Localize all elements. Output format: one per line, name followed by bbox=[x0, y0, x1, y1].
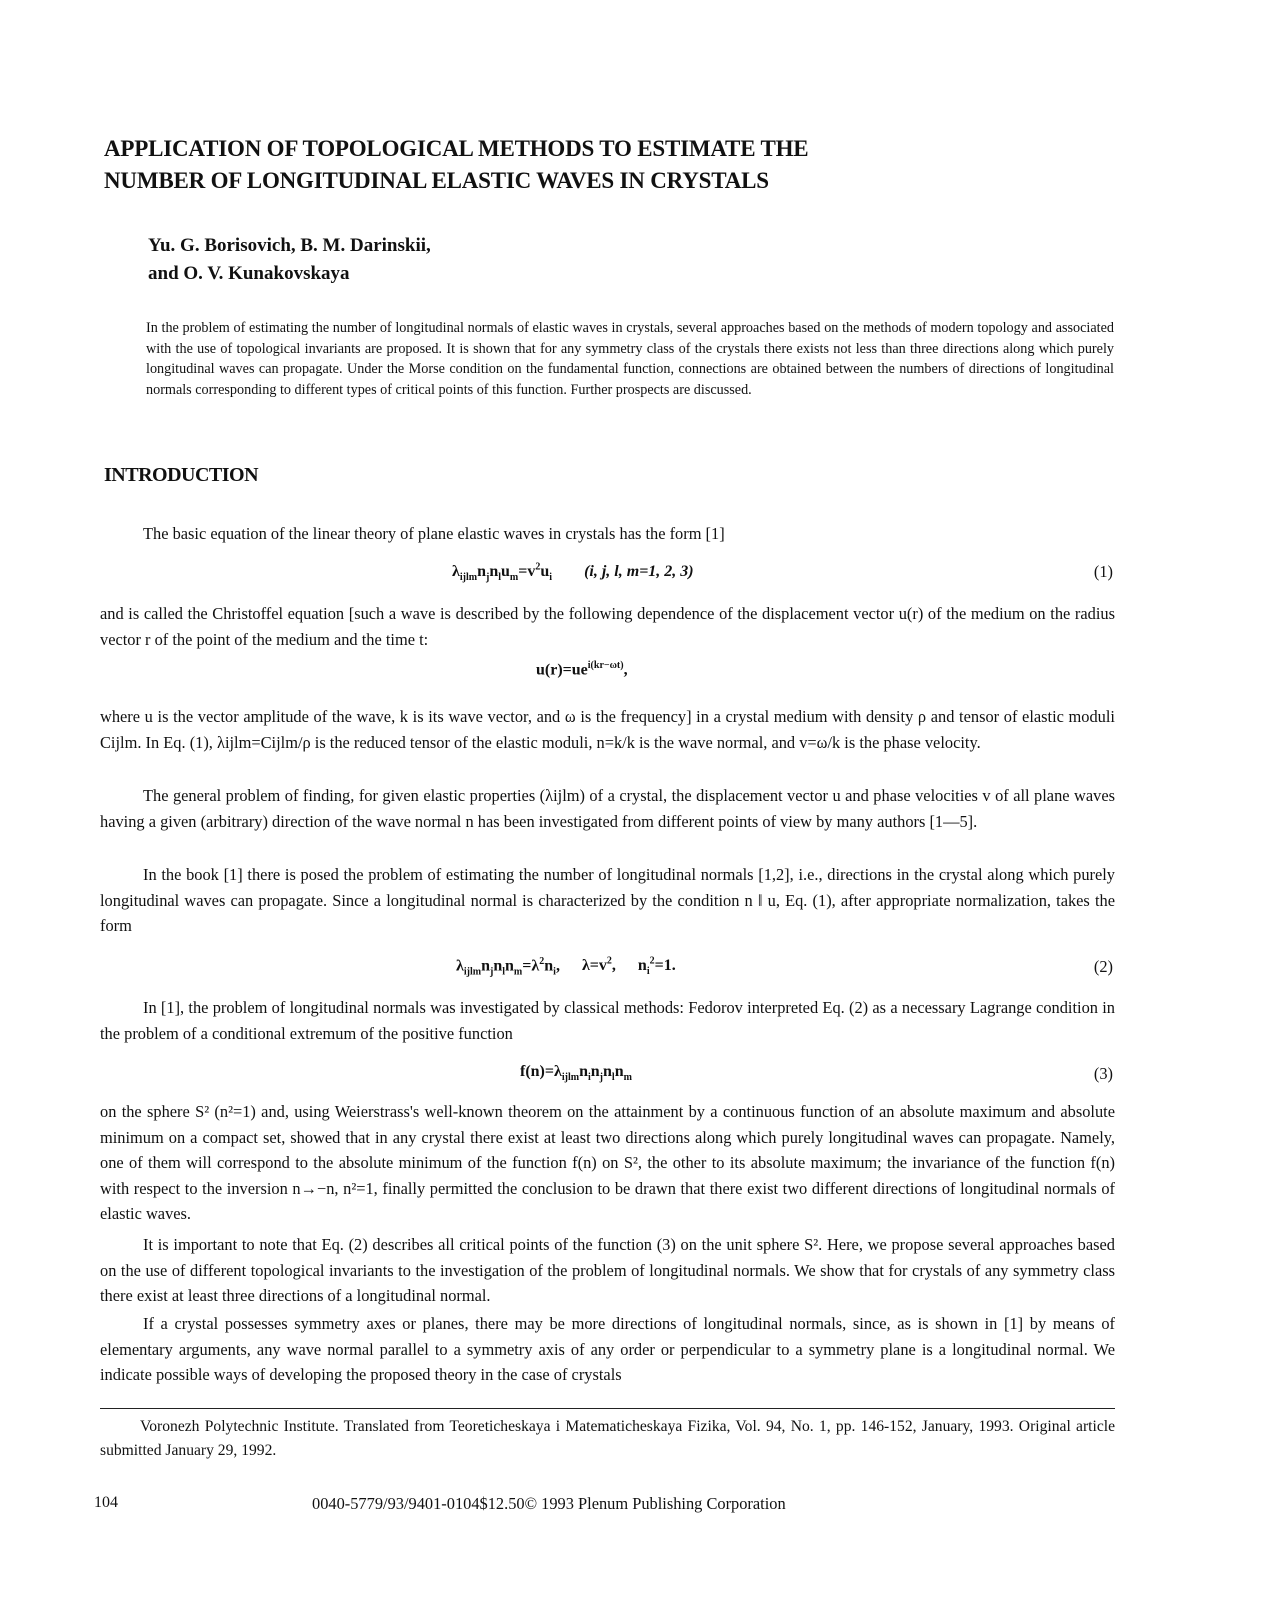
equation-number-3: (3) bbox=[1093, 1064, 1113, 1083]
body-paragraph-8 bbox=[100, 1232, 1115, 1309]
footnote bbox=[100, 1415, 1115, 1463]
authors-line-1: Yu. G. Borisovich, B. M. Darinskii, bbox=[148, 235, 431, 256]
paper-title bbox=[104, 133, 1104, 197]
body-paragraph-3 bbox=[100, 704, 1115, 755]
footnote-divider bbox=[100, 1408, 1115, 1409]
equation-3: $f(n)=\lambda_{ijlm}n_in_jn_ln_m$ bbox=[520, 1063, 632, 1084]
paragraph-text: The basic equation of the linear theory of plane elastic waves in crystals has the form [1] bbox=[143, 524, 725, 543]
paragraph-text: The general problem of finding, for given elastic properties (λijlm) of a crystal, the displacement vector u and phase velocities v of all plane waves having a given (arbitrary) direction of the wave normal n has been investigated from different points of view by many authors [1—5]. bbox=[100, 786, 1115, 831]
paragraph-text: In [1], the problem of longitudinal normals was investigated by classical methods: Fedorov interpreted Eq. (2) as a necessary Lagrange condition in the problem of a conditional extremum of the positive function bbox=[100, 998, 1115, 1043]
paragraph-text: In the book [1] there is posed the problem of estimating the number of longitudinal normals [1,2], i.e., directions in the crystal along which purely longitudinal waves can propagate. Since a longitudinal normal is characterized by the condition n ‖ u, Eq. (1), after appropriate normalization, takes the form bbox=[100, 865, 1115, 935]
equation-2: $\lambda_{ijlm}n_jn_ln_m=\lambda^2n_i$, $\lambda=v^2$, $n_i^2=1$. bbox=[456, 956, 676, 978]
body-paragraph-2 bbox=[100, 601, 1115, 652]
title-line-2: NUMBER OF LONGITUDINAL ELASTIC WAVES IN CRYSTALS bbox=[104, 168, 769, 193]
abstract: In the problem of estimating the number of longitudinal normals of elastic waves in crystals, several approaches based on the methods of modern topology and associated with the use of topological invariants are proposed. It is shown that for any symmetry class of the crystals there exists not less than three directions along which purely longitudinal waves can propagate. Under the Morse condition on the fundamental function, connections are obtained between the numbers of directions of longitudinal normals corresponding to different types of critical points of this function. Further prospects are discussed. bbox=[146, 320, 1114, 399]
footnote-text: Voronezh Polytechnic Institute. Translated from Teoreticheskaya i Matematicheskaya Fizika, Vol. 94, No. 1, pp. 146-152, January, 1993. Original article submitted January 29, 1992. bbox=[100, 1418, 1115, 1459]
equation-number-1: (1) bbox=[1093, 562, 1113, 581]
equation-1: $\lambda_{ijlm}n_jn_lu_m=v^2u_i$ (i, j, l, m=1, 2, 3) bbox=[452, 562, 694, 584]
body-paragraph-4 bbox=[100, 783, 1115, 834]
paragraph-text: on the sphere S² (n²=1) and, using Weierstrass's well-known theorem on the attainment by a continuous function of an absolute maximum and absolute minimum on a compact set, showed that in any crystal there exist at least two directions along which purely longitudinal waves can propagate. Namely, one of them will correspond to the absolute minimum of the function f(n) on S², the other to its absolute maximum; the invariance of the function f(n) with respect to the inversion n→−n, n²=1, finally permitted the conclusion to be drawn that there exist two different directions of longitudinal normals of elastic waves. bbox=[100, 1102, 1115, 1223]
body-paragraph-1 bbox=[100, 521, 1115, 547]
authors bbox=[148, 232, 431, 288]
title-line-1: APPLICATION OF TOPOLOGICAL METHODS TO ESTIMATE THE bbox=[104, 136, 809, 161]
paragraph-text: It is important to note that Eq. (2) describes all critical points of the function (3) on the unit sphere S². Here, we propose several approaches based on the use of different topological invariants to the investigation of the problem of longitudinal normals. We show that for crystals of any symmetry class there exist at least three directions of a longitudinal normal. bbox=[100, 1235, 1115, 1305]
body-paragraph-7 bbox=[100, 1099, 1115, 1227]
copyright-line: 0040-5779/93/9401-0104$12.50© 1993 Plenum Publishing Corporation bbox=[312, 1494, 786, 1513]
page-number: 104 bbox=[94, 1494, 118, 1511]
paragraph-text: where u is the vector amplitude of the wave, k is its wave vector, and ω is the frequency] in a crystal medium with density ρ and tensor of elastic moduli Cijlm. In Eq. (1), λijlm=Cijlm/ρ is the reduced tensor of the elastic moduli, n=k/k is the wave normal, and v=ω/k is the phase velocity. bbox=[100, 707, 1115, 752]
body-paragraph-6 bbox=[100, 995, 1115, 1046]
equation-number-2: (2) bbox=[1093, 957, 1113, 976]
paragraph-text: If a crystal possesses symmetry axes or planes, there may be more directions of longitudinal normals, since, as is shown in [1] by means of elementary arguments, any wave normal parallel to a symmetry axis of any order or perpendicular to a symmetry plane is a longitudinal normal. We indicate possible ways of developing the proposed theory in the case of crystals bbox=[100, 1314, 1115, 1384]
equation-wave: $u(r)=ue^{i(kr-\omega t)}$, bbox=[536, 660, 628, 679]
authors-line-2: and O. V. Kunakovskaya bbox=[148, 263, 350, 284]
body-paragraph-5 bbox=[100, 862, 1115, 939]
body-paragraph-9 bbox=[100, 1311, 1115, 1388]
section-heading: INTRODUCTION bbox=[104, 464, 259, 486]
paragraph-text: and is called the Christoffel equation [such a wave is described by the following dependence of the displacement vector u(r) of the medium on the radius vector r of the point of the medium and the time t: bbox=[100, 604, 1115, 649]
